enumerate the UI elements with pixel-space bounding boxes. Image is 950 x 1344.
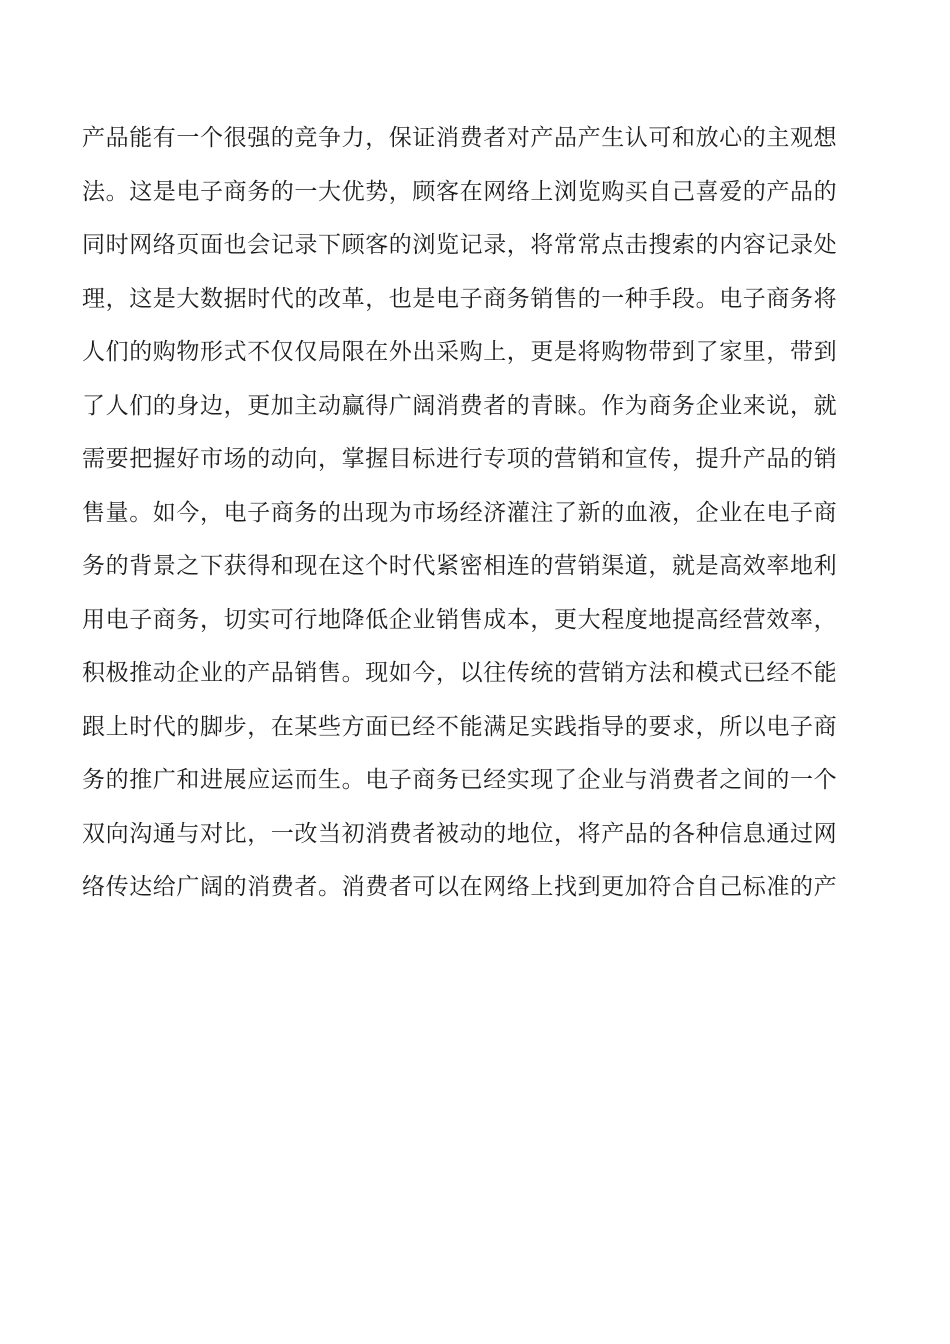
text-line: 双向沟通与对比，一改当初消费者被动的地位，将产品的各种信息通过网 <box>82 820 838 847</box>
text-line: 理，这是大数据时代的改革，也是电子商务销售的一种手段。电子商务将 <box>82 285 838 312</box>
text-line: 同时网络页面也会记录下顾客的浏览记录，将常常点击搜索的内容记录处 <box>82 232 838 258</box>
text-line: 务的推广和进展应运而生。电子商务已经实现了企业与消费者之间的一个 <box>82 767 838 793</box>
text-line: 需要把握好市场的动向，掌握目标进行专项的营销和宣传，提升产品的销 <box>82 446 838 472</box>
text-line: 了人们的身边，更加主动赢得广阔消费者的青睐。作为商务企业来说，就 <box>82 392 838 419</box>
body-paragraph <box>82 112 872 915</box>
text-line: 产品能有一个很强的竞争力，保证消费者对产品产生认可和放心的主观想 <box>82 125 838 151</box>
text-line: 跟上时代的脚步，在某些方面已经不能满足实践指导的要求，所以电子商 <box>82 713 838 740</box>
text-line: 法。这是电子商务的一大优势，顾客在网络上浏览购买自己喜爱的产品的 <box>82 178 838 205</box>
text-line: 务的背景之下获得和现在这个时代紧密相连的营销渠道，就是高效率地利 <box>82 553 838 579</box>
text-line: 售量。如今，电子商务的出现为市场经济灌注了新的血液，企业在电子商 <box>82 499 838 526</box>
text-line: 络传达给广阔的消费者。消费者可以在网络上找到更加符合自己标准的产 <box>82 874 838 900</box>
text-line: 用电子商务，切实可行地降低企业销售成本，更大程度地提高经营效率， <box>82 606 838 633</box>
text-line: 积极推动企业的产品销售。现如今，以往传统的营销方法和模式已经不能 <box>82 660 838 686</box>
text-line: 人们的购物形式不仅仅局限在外出采购上，更是将购物带到了家里，带到 <box>82 339 838 365</box>
